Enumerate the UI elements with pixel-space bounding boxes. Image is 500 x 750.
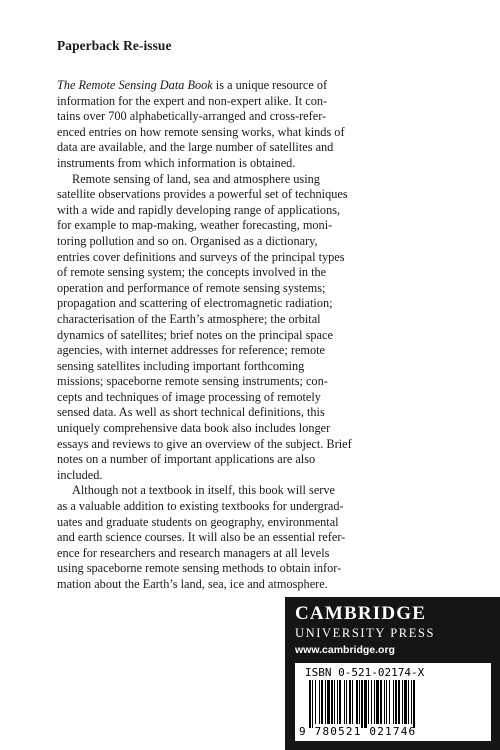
paragraph-3 <box>57 483 453 592</box>
barcode-bar <box>386 680 387 724</box>
barcode-bar <box>411 680 412 724</box>
barcode-digits: 9 780521 021746 <box>299 725 417 738</box>
barcode-bar <box>374 680 375 724</box>
barcode-bar <box>319 680 320 724</box>
barcode-bar <box>321 680 323 724</box>
paragraph-line: instruments from which information is obtained. <box>57 155 296 170</box>
paragraph-line: information for the expert and non-expert alike. It con- <box>57 93 328 108</box>
paragraph-line: agencies, with internet addresses for reference; remote <box>57 343 326 358</box>
barcode-bar <box>393 680 394 724</box>
barcode-bar <box>331 680 333 724</box>
paragraph-line: toring pollution and so on. Organised as a dictionary, <box>57 233 318 248</box>
barcode-bar <box>384 680 385 724</box>
paragraph-line: The Remote Sensing Data Book is a unique resource of <box>57 78 328 92</box>
barcode-bar <box>380 680 382 724</box>
barcode-bar <box>368 680 369 724</box>
paragraph-line: essays and reviews to give an overview of the subject. Brief <box>57 436 352 451</box>
paragraph-line: characterisation of the Earth’s atmosphere; the orbital <box>57 311 321 326</box>
barcode-bar <box>346 680 347 724</box>
paragraph-line: as a valuable addition to existing textbooks for undergrad- <box>57 499 344 514</box>
publisher-url: www.cambridge.org <box>295 644 395 656</box>
paragraph-line: dynamics of satellites; brief notes on the principal space <box>57 327 333 342</box>
barcode-bar <box>349 680 351 724</box>
paragraph-line: propagation and scattering of electromagnetic radiation; <box>57 296 333 311</box>
paragraph-line: ence for researchers and research managers at all levels <box>57 545 330 560</box>
isbn-number: ISBN 0-521-02174-X <box>305 666 425 679</box>
paragraph-line: and earth science courses. It will also be an essential refer- <box>57 530 346 545</box>
paragraph-line: sensing satellites including important forthcoming <box>57 358 305 373</box>
paragraph-line: data are available, and the large number of satellites and <box>57 140 334 155</box>
paragraph-line: mation about the Earth’s land, sea, ice and atmosphere. <box>57 577 328 591</box>
heading: Paperback Re-issue <box>57 38 172 53</box>
barcode-bar <box>344 680 345 724</box>
barcode-bar <box>402 680 403 724</box>
paragraph-line: missions; spaceborne remote sensing instruments; con- <box>57 374 328 389</box>
barcode-bar <box>398 680 400 724</box>
barcode-bar <box>356 680 358 724</box>
barcode-bar <box>325 680 326 724</box>
barcode-bar <box>352 680 353 724</box>
paragraph-line: included. <box>57 467 103 482</box>
paragraph-line: Although not a textbook in itself, this book will serve <box>72 483 335 498</box>
barcode-bar <box>376 680 379 724</box>
barcode-bar <box>413 680 415 728</box>
barcode-label <box>295 663 491 741</box>
barcode-bar <box>408 680 409 724</box>
barcode-bar <box>395 680 397 724</box>
paragraph-2 <box>57 172 453 484</box>
blurb <box>57 78 453 593</box>
barcode-bar <box>309 680 311 728</box>
paragraph-line: tains over 700 alphabetically-arranged and cross-refer- <box>57 109 327 124</box>
paragraph-line: cepts and techniques of image processing of remotely <box>57 389 321 404</box>
paragraph-line: uates and graduate students on geography, environmental <box>57 514 339 529</box>
barcode-bar <box>334 680 335 724</box>
publisher-block <box>285 597 500 750</box>
barcode-bar <box>327 680 330 724</box>
publisher-name: CAMBRIDGE <box>295 603 427 624</box>
barcode-bar <box>312 680 313 728</box>
paragraph-line: operation and performance of remote sensing systems; <box>57 280 326 295</box>
barcode-bar <box>371 680 372 724</box>
book-title: The Remote Sensing Data Book <box>57 78 213 92</box>
barcode-bar <box>359 680 360 724</box>
paragraph-1 <box>57 78 453 172</box>
paragraph-line: for example to map-making, weather forecasting, moni- <box>57 218 333 233</box>
paragraph-line: enced entries on how remote sensing works, what kinds of <box>57 124 345 139</box>
barcode-bar <box>361 680 363 728</box>
paragraph-line: of remote sensing system; the concepts involved in the <box>57 265 327 280</box>
barcode-bar <box>337 680 338 724</box>
barcode-bar <box>389 680 390 724</box>
paragraph-line: sensed data. As well as short technical definitions, this <box>57 405 325 420</box>
paragraph-line: uniquely comprehensive data book also includes longer <box>57 421 331 436</box>
paragraph-line: with a wide and rapidly developing range of applications, <box>57 202 341 217</box>
paragraph-line: entries cover definitions and surveys of the principal types <box>57 249 345 264</box>
barcode-bar <box>404 680 407 724</box>
barcode-bar <box>339 680 341 724</box>
paragraph-line: satellite observations provides a powerful set of techniques <box>57 187 348 202</box>
barcode-bar <box>364 680 367 728</box>
publisher-subtitle: UNIVERSITY PRESS <box>295 626 436 640</box>
paragraph-line: using spaceborne remote sensing methods to obtain infor- <box>57 561 342 576</box>
paragraph-line: Remote sensing of land, sea and atmosphere using <box>72 171 320 186</box>
paragraph-line: notes on a number of important applications are also <box>57 452 316 467</box>
barcode-bar <box>315 680 316 724</box>
